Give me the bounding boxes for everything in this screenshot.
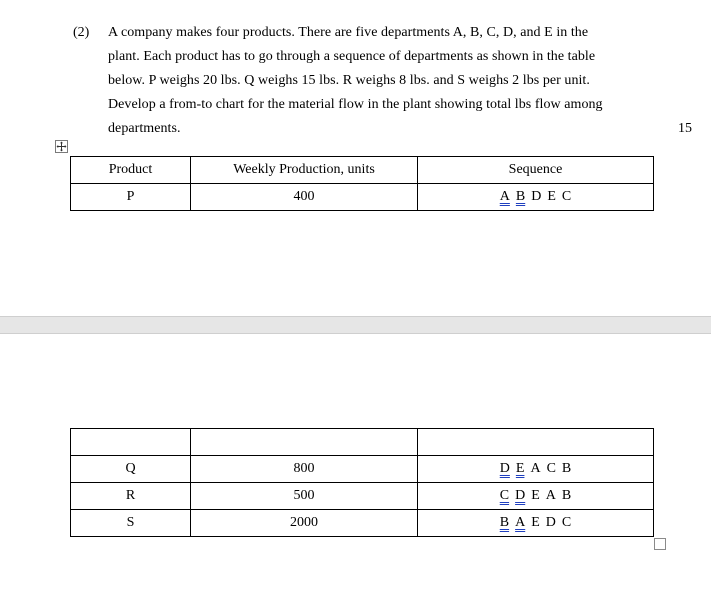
question-line-1: A company makes four products. There are five departments A, B, C, D, and E in the (108, 25, 589, 40)
sequence-step: A (499, 189, 510, 204)
sequence-step: D (531, 189, 542, 204)
sequence-step: C (546, 461, 556, 476)
table-row (71, 456, 654, 483)
sequence-step: C (561, 515, 572, 530)
sequence-step: E (531, 515, 540, 530)
sequence-step: B (499, 515, 510, 530)
sequence-cell (418, 510, 654, 537)
header-sequence: Sequence (418, 157, 654, 184)
move-arrows-icon[interactable] (55, 140, 68, 153)
sequence-step: D (545, 515, 556, 530)
units-cell: 400 (191, 184, 418, 211)
table-row (71, 483, 654, 510)
sequence-step: B (561, 488, 572, 503)
question-number: (2) (73, 25, 90, 40)
empty-cell (71, 429, 191, 456)
product-cell: S (71, 510, 191, 537)
sequence-step: C (499, 488, 510, 503)
page-break-gap (0, 316, 711, 334)
sequence-step: A (530, 461, 541, 476)
table-row (71, 510, 654, 537)
header-product: Product (71, 157, 191, 184)
sequence-cell (418, 456, 654, 483)
sequence-step: D (515, 488, 526, 503)
units-cell: 800 (191, 456, 418, 483)
question-points: 15 (678, 121, 692, 136)
sequence-step: E (531, 488, 540, 503)
table-row (71, 184, 654, 211)
sequence-cell (418, 483, 654, 510)
units-cell: 500 (191, 483, 418, 510)
sequence-step: A (545, 488, 556, 503)
product-cell: Q (71, 456, 191, 483)
table-repeat-header-row (71, 429, 654, 456)
sequence-step: B (515, 189, 526, 204)
header-weekly-production: Weekly Production, units (191, 157, 418, 184)
products-table-top (70, 156, 654, 211)
sequence-step: C (561, 189, 572, 204)
question-line-2: plant. Each product has to go through a sequence of departments as shown in the table (108, 49, 596, 64)
resize-handle-icon[interactable] (654, 538, 666, 550)
sequence-step: A (515, 515, 526, 530)
sequence-step: B (561, 461, 572, 476)
sequence-step: E (515, 461, 525, 476)
empty-cell (418, 429, 654, 456)
units-cell: 2000 (191, 510, 418, 537)
sequence-step: E (547, 189, 556, 204)
sequence-cell (418, 184, 654, 211)
product-cell: P (71, 184, 191, 211)
empty-cell (191, 429, 418, 456)
table-header-row (71, 157, 654, 184)
product-cell: R (71, 483, 191, 510)
question-line-4: Develop a from-to chart for the material flow in the plant showing total lbs flow among (108, 97, 603, 112)
question-line-3: below. P weighs 20 lbs. Q weighs 15 lbs. R weighs 8 lbs. and S weighs 2 lbs per unit. (108, 73, 590, 88)
sequence-step: D (499, 461, 510, 476)
products-table-bottom (70, 428, 654, 537)
question-line-5: departments. (108, 121, 181, 136)
